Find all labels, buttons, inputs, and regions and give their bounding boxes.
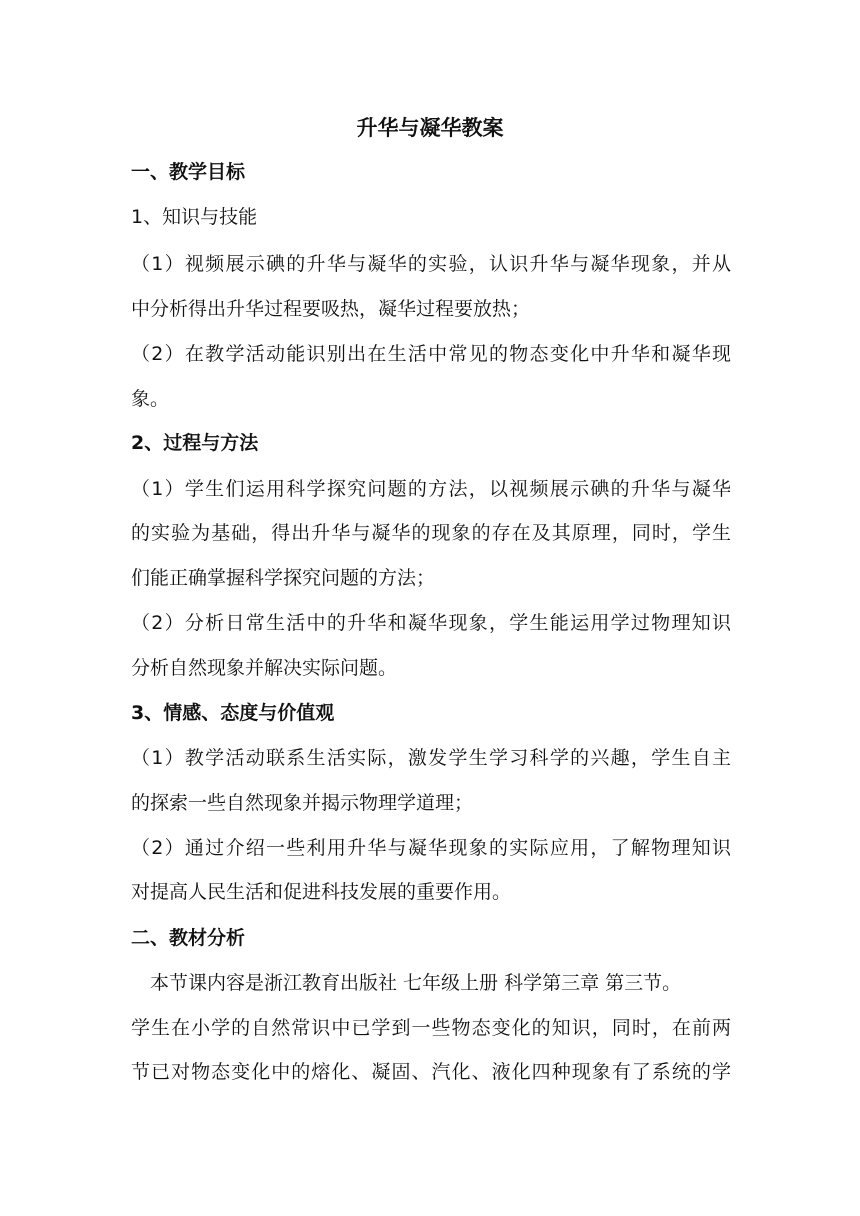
subsection-heading-values: 3、情感、态度与价值观 bbox=[131, 702, 335, 724]
paragraph-line: （2）在教学活动能识别出在生活中常见的物态变化中升华和凝华现 bbox=[131, 343, 731, 365]
paragraph-line: 象。 bbox=[131, 388, 170, 410]
section-heading-material-analysis: 二、教材分析 bbox=[131, 927, 246, 949]
paragraph-line: 学生在小学的自然常识中已学到一些物态变化的知识，同时，在前两 bbox=[131, 1017, 731, 1039]
paragraph-line: 中分析得出升华过程要吸热，凝华过程要放热； bbox=[131, 298, 531, 320]
subsection-heading-process-method: 2、过程与方法 bbox=[131, 432, 259, 454]
paragraph-line: （1）视频展示碘的升华与凝华的实验，认识升华与凝华现象，并从 bbox=[131, 253, 731, 275]
paragraph-line: 的探索一些自然现象并揭示物理学道理； bbox=[131, 792, 474, 814]
subsection-heading-knowledge-skills: 1、知识与技能 bbox=[131, 206, 258, 228]
section-heading-teaching-goals: 一、教学目标 bbox=[131, 161, 246, 183]
paragraph-line: 的实验为基础，得出升华与凝华的现象的存在及其原理，同时，学生 bbox=[131, 522, 731, 544]
document-title: 升华与凝华教案 bbox=[356, 116, 504, 140]
paragraph-line: 对提高人民生活和促进科技发展的重要作用。 bbox=[131, 881, 512, 903]
paragraph-line: （2）分析日常生活中的升华和凝华现象，学生能运用学过物理知识 bbox=[131, 612, 731, 634]
paragraph-line: 们能正确掌握科学探究问题的方法； bbox=[131, 567, 436, 589]
paragraph-line: 分析自然现象并解决实际问题。 bbox=[131, 657, 398, 679]
paragraph-line: （1）学生们运用科学探究问题的方法，以视频展示碘的升华与凝华 bbox=[131, 478, 731, 500]
paragraph-line: 本节课内容是浙江教育出版社 七年级上册 科学第三章 第三节。 bbox=[150, 972, 682, 994]
paragraph-line: （1）教学活动联系生活实际，激发学生学习科学的兴趣，学生自主 bbox=[131, 747, 731, 769]
paragraph-line: 节已对物态变化中的熔化、凝固、汽化、液化四种现象有了系统的学 bbox=[131, 1061, 731, 1083]
paragraph-line: （2）通过介绍一些利用升华与凝华现象的实际应用，了解物理知识 bbox=[131, 837, 731, 859]
